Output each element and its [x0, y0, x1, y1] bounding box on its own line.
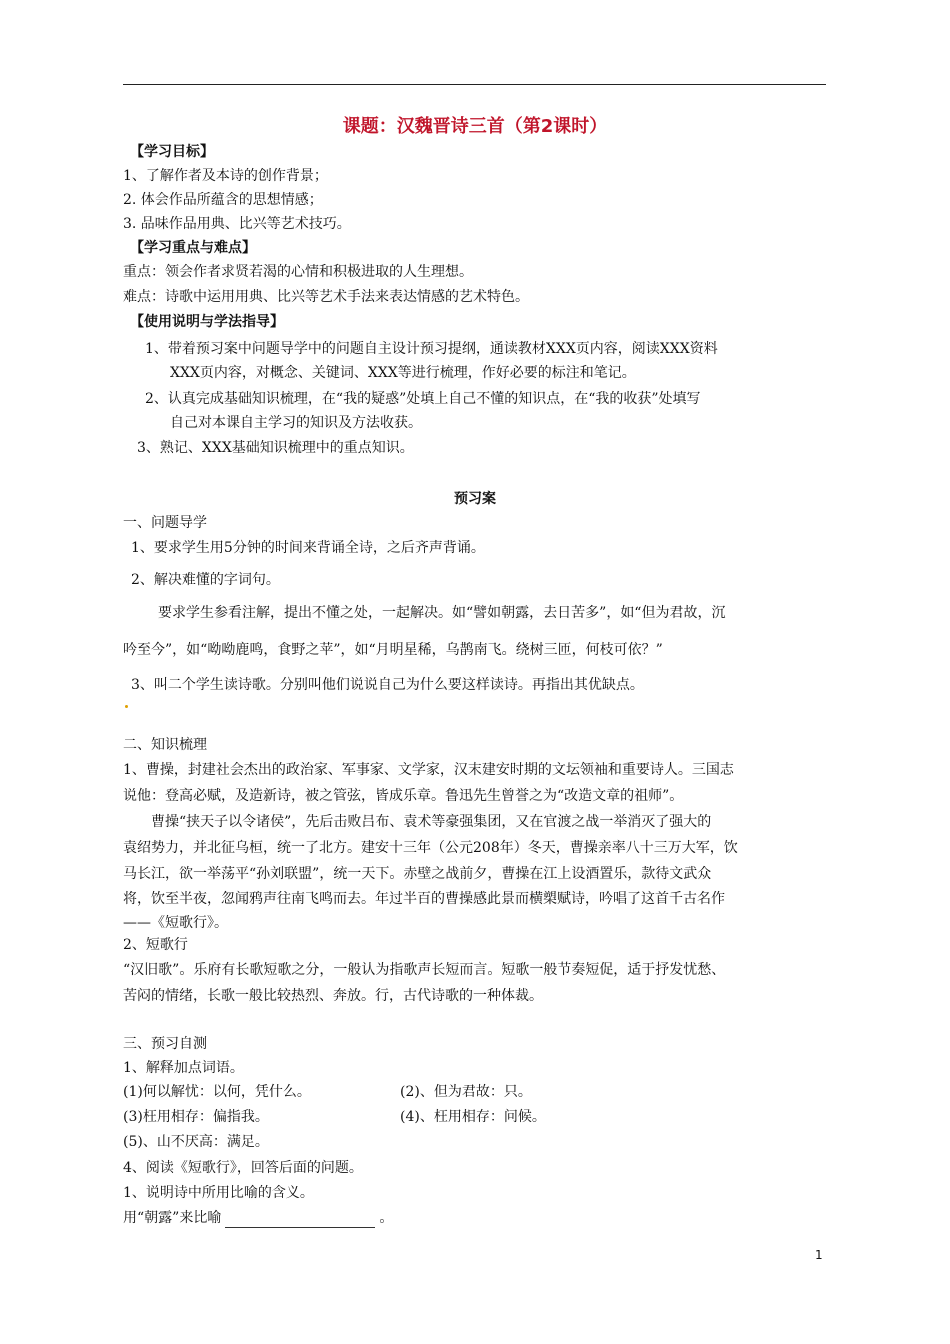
question-2: 2、解决难懂的字词句。 — [131, 572, 280, 588]
key-points-heading: 【学习重点与难点】 — [130, 240, 256, 256]
knowledge-line: 2、短歌行 — [123, 937, 188, 953]
objective-item: 2. 体会作品所蕴含的思想情感； — [123, 192, 323, 208]
preview-heading: 预习案 — [454, 491, 496, 507]
self-test-q1: 1、解释加点词语。 — [123, 1060, 244, 1076]
focus-text: 重点：领会作者求贤若渴的心情和积极进取的人生理想。 — [123, 264, 473, 280]
knowledge-line: 袁绍势力，并北征乌桓，统一了北方。建安十三年（公元208年）冬天，曹操亲率八十三万大军，饮 — [123, 840, 738, 856]
answer-blank[interactable] — [225, 1213, 375, 1228]
instruction-line: 3、熟记、XXX基础知识梳理中的重点知识。 — [137, 440, 414, 456]
knowledge-line: 马长江，欲一举荡平“孙刘联盟”，统一天下。赤壁之战前夕，曹操在江上设酒置乐，款待文武众 — [123, 866, 712, 882]
instruction-line: 自己对本课自主学习的知识及方法收获。 — [170, 415, 422, 431]
question-2-text: 吟至今”，如“呦呦鹿鸣，食野之苹”，如“月明星稀，乌鹊南飞。绕树三匝，何枝可依？” — [123, 642, 663, 658]
self-test-item: (1)何以解忧：以何，凭什么。 — [123, 1084, 311, 1100]
knowledge-line: “汉旧歌”。乐府有长歌短歌之分，一般认为指歌声长短而言。短歌一般节奏短促，适于抒发忧愁、 — [123, 962, 726, 978]
header-rule — [123, 84, 826, 85]
instructions-heading: 【使用说明与学法指导】 — [130, 314, 284, 330]
question-2-text: 要求学生参看注解，提出不懂之处，一起解决。如“譬如朝露，去日苦多”，如“但为君故，沉 — [158, 605, 726, 621]
instruction-line: XXX页内容，对概念、关键词、XXX等进行梳理，作好必要的标注和笔记。 — [170, 365, 636, 381]
question-1: 1、要求学生用5分钟的时间来背诵全诗，之后齐声背诵。 — [131, 540, 485, 556]
knowledge-line: 将，饮至半夜，忽闻鸦声往南飞鸣而去。年过半百的曹操感此景而横槊赋诗，吟唱了这首千古名作 — [123, 891, 725, 907]
self-test-q4: 4、阅读《短歌行》，回答后面的问题。 — [123, 1160, 363, 1176]
page-title: 课题：汉魏晋诗三首（第2课时） — [342, 116, 608, 137]
question-3: 3、叫二个学生读诗歌。分别叫他们说说自己为什么要这样读诗。再指出其优缺点。 — [131, 677, 644, 693]
objectives-heading: 【学习目标】 — [130, 144, 214, 160]
difficulty-text: 难点：诗歌中运用用典、比兴等艺术手法来表达情感的艺术特色。 — [123, 289, 529, 305]
fill-in-line — [123, 1208, 393, 1228]
knowledge-line: 苦闷的情绪，长歌一般比较热烈、奔放。行，古代诗歌的一种体裁。 — [123, 988, 543, 1004]
fill-prefix: 用“朝露”来比喻 — [123, 1210, 222, 1226]
section1-heading: 一、问题导学 — [123, 515, 207, 531]
objective-item: 3. 品味作品用典、比兴等艺术技巧。 — [123, 216, 351, 232]
page-number: 1 — [815, 1248, 823, 1262]
self-test-item: (3)枉用相存：偏指我。 — [123, 1109, 269, 1125]
stray-mark — [125, 705, 128, 708]
instruction-line: 2、认真完成基础知识梳理，在“我的疑惑”处填上自己不懂的知识点，在“我的收获”处填写 — [145, 391, 701, 407]
self-test-q4-1: 1、说明诗中所用比喻的含义。 — [123, 1185, 314, 1201]
knowledge-line: 曹操“挟天子以令诸侯”，先后击败吕布、袁术等豪强集团，又在官渡之战一举消灭了强大的 — [151, 814, 712, 830]
fill-suffix: 。 — [379, 1210, 394, 1226]
self-test-item: (5)、山不厌高：满足。 — [123, 1134, 269, 1150]
instruction-line: 1、带着预习案中问题导学中的问题自主设计预习提纲，通读教材XXX页内容，阅读XXX资料 — [145, 341, 718, 357]
knowledge-line: 1、曹操，封建社会杰出的政治家、军事家、文学家，汉末建安时期的文坛领袖和重要诗人。三国志 — [123, 762, 734, 778]
knowledge-line: 说他：登高必赋，及造新诗，被之管弦，皆成乐章。鲁迅先生曾誉之为“改造文章的祖师”。 — [123, 788, 684, 804]
objective-item: 1、了解作者及本诗的创作背景； — [123, 168, 328, 184]
self-test-item: (4)、枉用相存：问候。 — [400, 1109, 546, 1125]
section3-heading: 三、预习自测 — [123, 1036, 207, 1052]
knowledge-line: ——《短歌行》。 — [123, 915, 228, 931]
self-test-item: (2)、但为君故：只。 — [400, 1084, 532, 1100]
section2-heading: 二、知识梳理 — [123, 737, 207, 753]
